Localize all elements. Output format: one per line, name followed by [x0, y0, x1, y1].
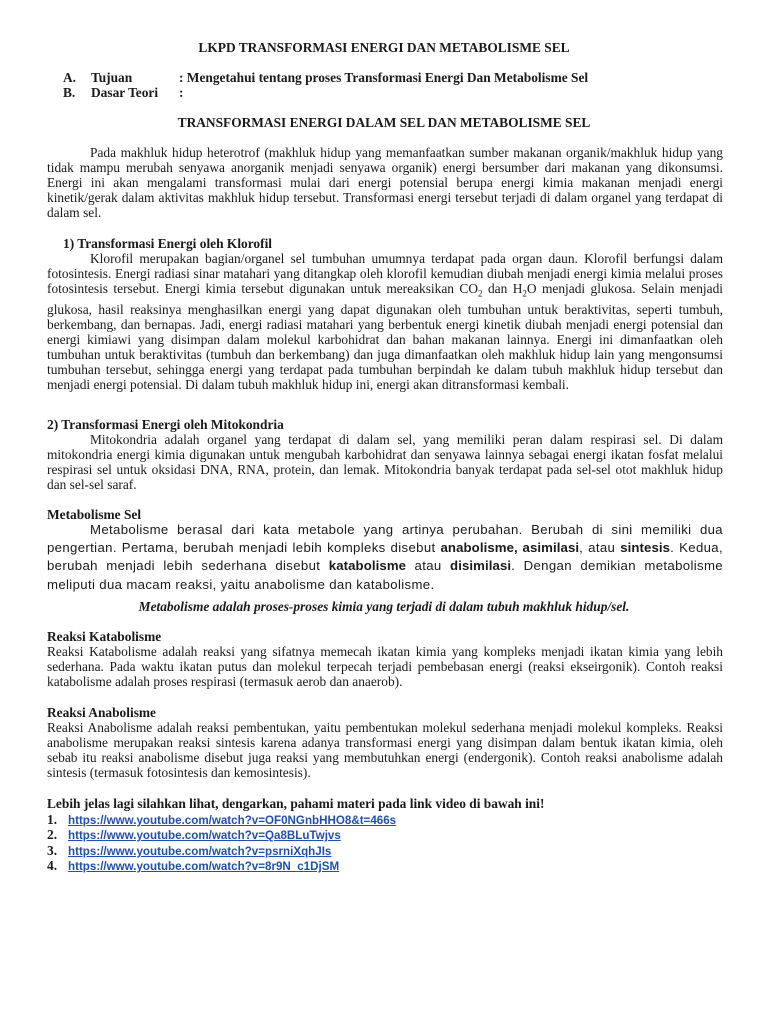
list-item [47, 812, 396, 827]
klorofil-text-2: O menjadi glukosa. Selain menjadi glukosa, hasil reaksinya menghasilkan energi yang dapat digunakan oleh tumbuhan untuk beraktivitas, seperti tumbuh, berkembang, dan bernapas. Jadi, energi radiasi matahari yang berbentuk energi kinetik diubah menjadi energi potensial dan energi kimiawi yang disimpan dalam molekul karbohidrat dan bahan makanan lainnya. Energi ini dimanfaatkan oleh tumbuhan untuk beraktivitas (tumbuh dan berkembang) dan juga dimanfaatkan oleh makhluk hidup lain yang mengonsumsi tumbuhan tersebut, sehingga energi yang terdapat pada tumbuhan berpindah ke dalam tubuh makhluk hidup tersebut dan menjadi energi potensial. Di dalam tubuh makhluk hidup ini, energi akan ditransformasi kembali. [47, 281, 723, 393]
video-link-2[interactable]: https://www.youtube.com/watch?v=Qa8BLuTwjvs [68, 829, 341, 843]
co2-formula: CO [459, 281, 479, 297]
metabolisme-text-3: . Kedua, berubah menjadi lebih sederhana disebut [47, 540, 724, 574]
metabolisme-heading: Metabolisme Sel [47, 507, 142, 522]
link-number: 4. [47, 857, 58, 873]
list-item [47, 827, 396, 842]
document-title: LKPD TRANSFORMASI ENERGI DAN METABOLISME SEL [198, 40, 570, 55]
intro-paragraph: Pada makhluk hidup heterotrof (makhluk hidup yang memanfaatkan sumber makanan organik/makhluk hidup yang tidak mampu merubah senyawa anorganik menjadi senyawa organik) energi bersumber dari makanan yang dikonsumsi. Energi ini akan mengalami transformasi mulai dari energi potensial berupa energi kimia makanan menjadi energi kinetik/gerak dalam aktivitas makhluk hidup tersebut. Transformasi energi tersebut terjadi di dalam organel yang terdapat di dalam sel. [47, 145, 723, 221]
section-title: TRANSFORMASI ENERGI DALAM SEL DAN METABOLISME SEL [177, 115, 591, 130]
metabolisme-paragraph [47, 521, 723, 594]
definition-quote: Metabolisme adalah proses-proses kimia yang terjadi di dalam tubuh makhluk hidup/sel. [138, 599, 630, 614]
katabolisme-paragraph: Reaksi Katabolisme adalah reaksi yang sifatnya memecah ikatan kimia yang kompleks menjadi ikatan kimia yang lebih sederhana. Pada waktu ikatan putus dan molekul terpecah terjadi pembebasan energi (reaksi ekseirgonik). Contoh reaksi katabolisme adalah proses respirasi (termasuk aerob dan anaerob). [47, 644, 723, 690]
term-sintesis: sintesis [620, 540, 671, 556]
h2o-formula: dan H [482, 281, 523, 297]
meta-value: : Mengetahui tentang proses Transformasi Energi Dan Metabolisme Sel [179, 70, 589, 85]
co2-subscript: 2 [478, 288, 483, 299]
h2o-subscript: 2 [522, 288, 527, 299]
meta-dasar-teori [63, 85, 183, 100]
anabolisme-paragraph: Reaksi Anabolisme adalah reaksi pembentukan, yaitu pembentukan molekul sederhana menjadi molekul kompleks. Reaksi anabolisme merupakan reaksi sintesis karena adanya transformasi energi yang disimpan dalam bentuk ikatan kimia, oleh sebab itu reaksi anabolisme disebut juga reaksi yang membutuhkan energi (endergonik). Contoh reaksi anabolisme adalah sintesis (termasuk fotosintesis dan kemosintesis). [47, 720, 723, 781]
metabolisme-text-4: atau [406, 558, 451, 574]
metabolisme-text-5: . Dengan demikian metabolisme meliputi dua macam reaksi, yaitu anabolisme dan katabolisme. [47, 558, 723, 592]
meta-key: Tujuan [91, 70, 133, 85]
metabolisme-text-2: , atau [579, 540, 621, 556]
link-number: 1. [47, 812, 58, 827]
link-number: 2. [47, 827, 58, 843]
meta-key: Dasar Teori [91, 85, 159, 100]
katabolisme-heading: Reaksi Katabolisme [47, 629, 162, 644]
link-number: 3. [47, 842, 58, 858]
mitokondria-heading: 2) Transformasi Energi oleh Mitokondria [47, 417, 284, 432]
meta-label: B. [63, 85, 76, 100]
term-katabolisme: katabolisme [328, 558, 407, 574]
anabolisme-heading: Reaksi Anabolisme [47, 705, 157, 720]
links-intro: Lebih jelas lagi silahkan lihat, dengarkan, pahami materi pada link video di bawah ini! [47, 796, 545, 811]
klorofil-text-1: Klorofil merupakan bagian/organel sel tumbuhan umumnya terdapat pada organ daun. Klorofil berfungsi dalam fotosintesis. Energi radiasi sinar matahari yang ditangkap oleh klorofil kemudian diubah menjadi energi kimia melalui proses fotosintesis tersebut. Energi kimia tersebut digunakan untuk mereaksikan [47, 251, 723, 297]
video-link-4[interactable]: https://www.youtube.com/watch?v=8r9N_c1DjSM [68, 859, 340, 873]
meta-value: : [179, 85, 184, 100]
metabolisme-text-1: Metabolisme berasal dari kata metabole yang artinya perubahan. Berubah di sini memiliki dua pengertian. Pertama, berubah menjadi lebih kompleks disebut [47, 522, 723, 556]
video-link-list [47, 812, 396, 873]
klorofil-heading: 1) Transformasi Energi oleh Klorofil [63, 236, 273, 251]
list-item [47, 858, 396, 873]
list-item [47, 843, 396, 858]
term-anabolisme: anabolisme, asimilasi [440, 540, 580, 556]
video-link-1[interactable]: https://www.youtube.com/watch?v=OF0NGnbHHO8&t=466s [68, 814, 397, 827]
meta-label: A. [63, 70, 77, 85]
term-disimilasi: disimilasi [450, 558, 512, 574]
mitokondria-paragraph: Mitokondria adalah organel yang terdapat di dalam sel, yang memiliki peran dalam respirasi sel. Di dalam mitokondria energi kimia digunakan untuk mengubah karbohidrat dan senyawa lainnya sebagai energi ikatan fosfat melalui respirasi sel untuk oksidasi DNA, RNA, protein, dan lemak. Mitokondria banyak terdapat pada sel-sel otot makhluk hidup dan sel-sel saraf. [47, 432, 723, 493]
video-link-3[interactable]: https://www.youtube.com/watch?v=psrniXqhJIs [68, 844, 332, 858]
klorofil-paragraph [47, 251, 723, 393]
meta-tujuan [63, 70, 588, 85]
